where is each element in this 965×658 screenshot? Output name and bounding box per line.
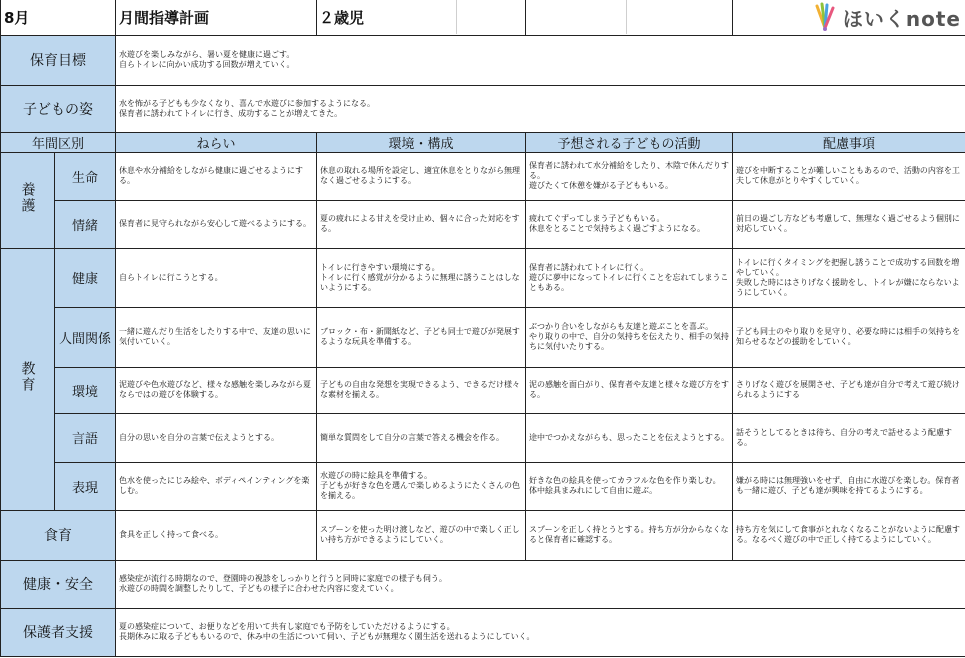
column-header-aim: ねらい — [116, 132, 317, 152]
row-label: 生命 — [55, 152, 116, 200]
row-label: 表現 — [55, 462, 116, 510]
considerations-cell: 話そうとしてるときは待ち、自分の考えで話せるよう配慮する。 — [733, 413, 965, 462]
activities-cell: 泥の感触を面白がり、保育者や友達と様々な遊び方をする。 — [526, 367, 733, 413]
parent-support-text: 夏の感染症について、お便りなどを用いて共有し家庭でも予防をしていただけるようにする。 長期休みに取る子どももいるので、休み中の生活について伺い、子どもが無理なく園生活を送れるようにしていく。 — [116, 608, 965, 656]
health-safety-row — [1, 560, 965, 608]
logo-cell — [733, 0, 965, 35]
aim-cell: 一緒に遊んだり生活をしたりする中で、友達の思いに気付いていく。 — [116, 307, 317, 367]
row-label: 環境 — [55, 367, 116, 413]
considerations-cell: 持ち方を気にして食事がとれなくなることがないように配慮する。なるべく遊びの中で正しく持てるようにしていく。 — [733, 510, 965, 560]
table-row — [1, 413, 965, 462]
environment-cell: 水遊びの時に絵具を準備する。 子どもが好きな色を選んで楽しめるようにたくさんの色を揃える。 — [317, 462, 526, 510]
column-header-category: 年間区別 — [1, 132, 116, 152]
aim-cell: 泥遊びや色水遊びなど、様々な感触を楽しみながら夏ならではの遊びを体験する。 — [116, 367, 317, 413]
considerations-cell: トイレに行くタイミングを把握し誘うことで成功する回数を増やしていく。 失敗した時にはさりげなく援助をし、トイレが嫌にならないようにしていく。 — [733, 248, 965, 307]
goals-text: 水遊びを楽しみながら、暑い夏を健康に過ごす。 自らトイレに向かい成功する回数が増えていく。 — [116, 35, 965, 85]
environment-cell: トイレに行きやすい環境にする。 トイレに行く感覚が分かるように無理に誘うことはしないようにする。 — [317, 248, 526, 307]
table-row — [1, 152, 965, 200]
parent-support-label: 保護者支援 — [1, 608, 116, 656]
child-state-row — [1, 85, 965, 132]
row-label: 健康 — [55, 248, 116, 307]
table-row — [1, 367, 965, 413]
table-row — [1, 462, 965, 510]
plan-title: 月間指導計画 — [119, 8, 210, 27]
group-care-label: 養護 — [1, 152, 55, 248]
considerations-cell: さりげなく遊びを展開させ、子ども達が自分で考えて遊び続けられるようにする — [733, 367, 965, 413]
column-header-activities: 予想される子どもの活動 — [526, 132, 733, 152]
age-label: ２歳児 — [319, 8, 365, 27]
environment-cell: ブロック・布・新聞紙など、子ども同士で遊びが発展するような玩具を準備する。 — [317, 307, 526, 367]
aim-cell: 休息や水分補給をしながら健康に過ごせるようにする。 — [116, 152, 317, 200]
column-header-row — [1, 132, 965, 152]
aim-cell: 自分の思いを自分の言葉で伝えようとする。 — [116, 413, 317, 462]
aim-cell: 色水を使ったにじみ絵や、ボディペインティングを楽しむ。 — [116, 462, 317, 510]
aim-cell: 保育者に見守られながら安心して遊べるようにする。 — [116, 200, 317, 248]
considerations-cell: 遊びを中断することが難しいこともあるので、活動の内容を工夫して休息がとりやすくしていく。 — [733, 152, 965, 200]
considerations-cell: 前日の過ごし方なども考慮して、無理なく過ごせるよう個別に対応していく。 — [733, 200, 965, 248]
goals-row — [1, 35, 965, 85]
header-row — [1, 0, 965, 35]
column-header-environment: 環境・構成 — [317, 132, 526, 152]
brand-logo-icon — [813, 2, 837, 32]
environment-cell: 休息の取れる場所を設定し、適宜休息をとりながら無理なく過ごせるようにする。 — [317, 152, 526, 200]
table-row — [1, 307, 965, 367]
health-safety-label: 健康・安全 — [1, 560, 116, 608]
column-header-considerations: 配慮事項 — [733, 132, 965, 152]
activities-cell: 保育者に誘われてトイレに行く。 遊びに夢中になってトイレに行くことを忘れてしまうこともある。 — [526, 248, 733, 307]
activities-cell: 途中でつかえながらも、思ったことを伝えようとする。 — [526, 413, 733, 462]
group-education-label: 教育 — [1, 248, 55, 510]
considerations-cell: 子ども同士のやり取りを見守り、必要な時には相手の気持ちを知らせるなどの援助をしていく。 — [733, 307, 965, 367]
table-row — [1, 248, 965, 307]
environment-cell: 簡単な質問をして自分の言葉で答える機会を作る。 — [317, 413, 526, 462]
row-label: 食育 — [1, 510, 116, 560]
goals-label: 保育目標 — [1, 35, 116, 85]
activities-cell: 保育者に誘われて水分補給をしたり、木陰で休んだりする。 遊びたくて休憩を嫌がる子どももいる。 — [526, 152, 733, 200]
activities-cell: スプーンを正しく持とうとする。持ち方が分からなくなると保育者に確認する。 — [526, 510, 733, 560]
aim-cell: 食具を正しく持って食べる。 — [116, 510, 317, 560]
title-age-cell — [116, 0, 317, 35]
row-label: 言語 — [55, 413, 116, 462]
table-row — [1, 200, 965, 248]
activities-cell: 疲れてぐずってしまう子どももいる。 休息をとることで気持ちよく過ごすようになる。 — [526, 200, 733, 248]
considerations-cell: 嫌がる時には無理強いをせず、自由に水遊びを楽しむ。保育者も一緒に遊び、子ども達が興味を持てるようにする。 — [733, 462, 965, 510]
environment-cell: スプーンを使った明け渡しなど、遊びの中で楽しく正しい持ち方ができるようにしていく。 — [317, 510, 526, 560]
month-cell: 8月 — [1, 0, 116, 35]
row-label: 人間関係 — [55, 307, 116, 367]
child-state-label: 子どもの姿 — [1, 85, 116, 132]
child-state-text: 水を怖がる子どもも少なくなり、喜んで水遊びに参加するようになる。 保育者に誘われてトイレに行き、成功することが増えてきた。 — [116, 85, 965, 132]
health-safety-text: 感染症が流行る時期なので、登園時の視診をしっかりと行うと同時に家庭での様子も伺う。 水遊びの時間を調整したりして、子どもの様子に合わせた内容に変えていく。 — [116, 560, 965, 608]
parent-support-row — [1, 608, 965, 656]
environment-cell: 子どもの自由な発想を実現できるよう、できるだけ様々な素材を揃える。 — [317, 367, 526, 413]
environment-cell: 夏の疲れによる甘えを受け止め、個々に合った対応をする。 — [317, 200, 526, 248]
activities-cell: ぶつかり合いをしながらも友達と遊ぶことを喜ぶ。 やり取りの中で、自分の気持ちを伝えたり、相手の気持ちに気付いたりする。 — [526, 307, 733, 367]
aim-cell: 自らトイレに行こうとする。 — [116, 248, 317, 307]
row-label: 情緒 — [55, 200, 116, 248]
activities-cell: 好きな色の絵具を使ってカラフルな色を作り楽しむ。 体中絵具まみれにして自由に遊ぶ。 — [526, 462, 733, 510]
table-row — [1, 510, 965, 560]
brand-logo-text: ほいくnote — [842, 6, 961, 31]
